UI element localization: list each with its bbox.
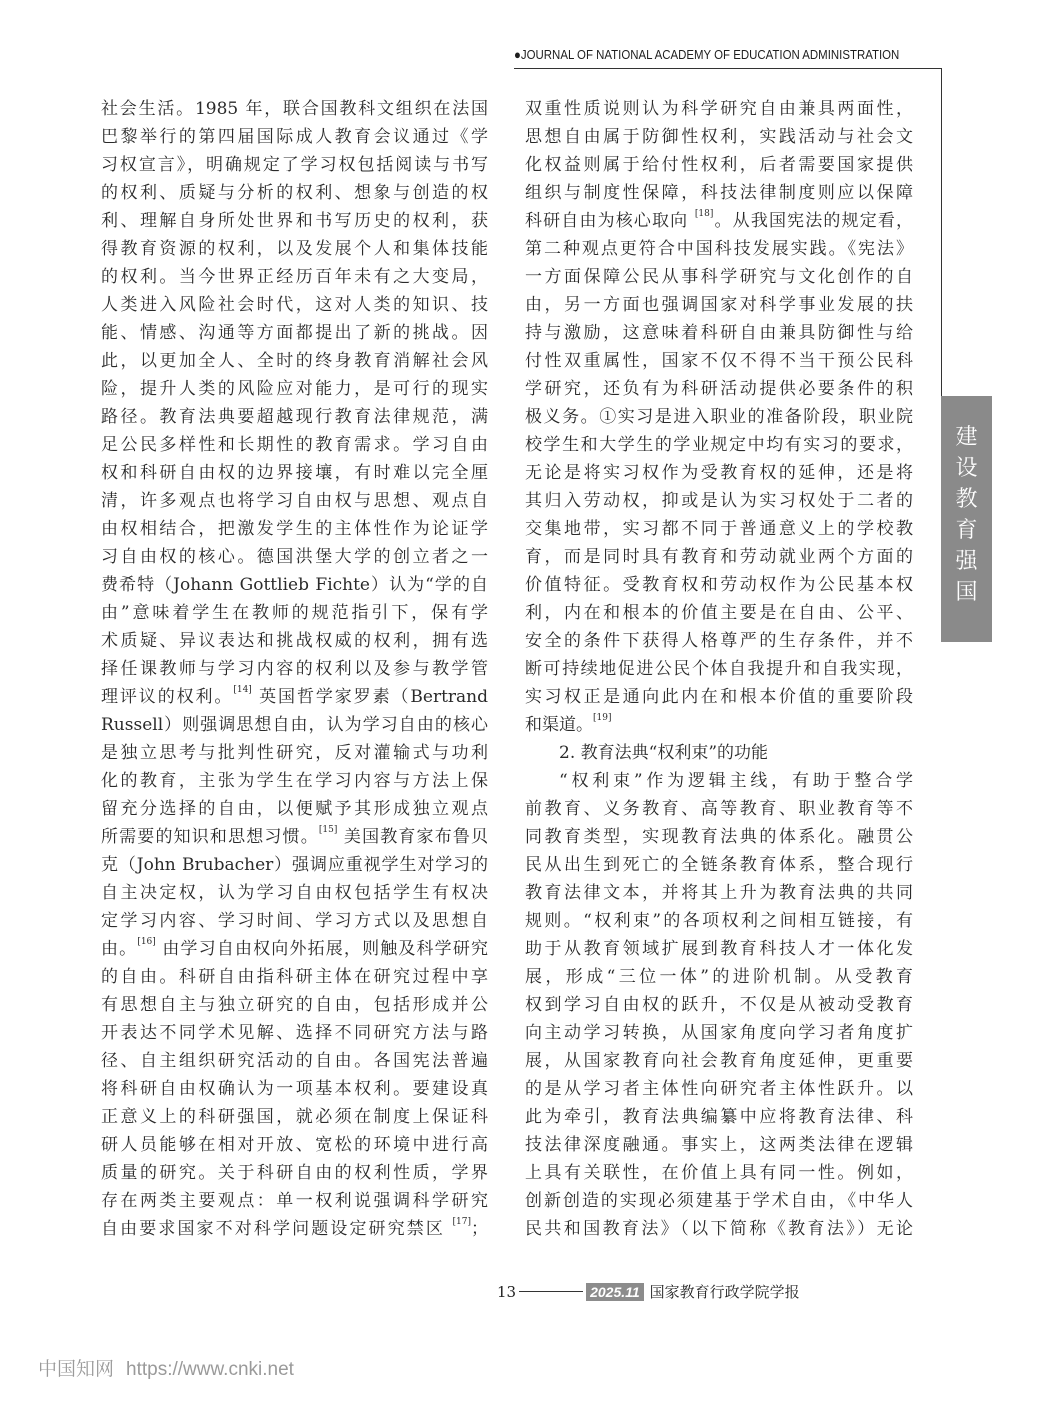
text-line: 校学生和大学生的学业规定中均有实习的要求， bbox=[525, 435, 913, 455]
text-line: 路径。教育法典要超越现行教育法律规范，满 bbox=[101, 407, 488, 427]
text-line: 自由要求国家不对科学问题设定研究禁区 [17]； bbox=[101, 1217, 488, 1239]
text-line: 理评议的权利。[14] 英国哲学家罗素（Bertrand bbox=[101, 685, 488, 707]
citation-ref: [19] bbox=[593, 713, 612, 723]
citation-ref: [16] bbox=[137, 937, 156, 947]
text-line: 由。[16] 由学习自由权向外拓展，则触及科学研究 bbox=[101, 937, 488, 959]
text-line: 研人员能够在相对开放、宽松的环境中进行高 bbox=[101, 1135, 488, 1155]
text-line: 付性双重属性，国家不仅不得不当干预公民科 bbox=[525, 351, 913, 371]
text-line: 的自由。科研自由指科研主体在研究过程中享 bbox=[101, 967, 488, 987]
text-line: 思想自由属于防御性权利，实践活动与社会文 bbox=[525, 127, 913, 147]
text-line: 留充分选择的自由，以便赋予其形成独立观点 bbox=[101, 799, 488, 819]
text-line: 的权利。当今世界正经历百年未有之大变局， bbox=[101, 267, 488, 287]
watermark-url: https://www.cnki.net bbox=[126, 1359, 294, 1380]
text-line: 断可持续地促进公民个体自我提升和自我实现， bbox=[525, 659, 913, 679]
text-line: 双重性质说则认为科学研究自由兼具两面性， bbox=[525, 99, 913, 119]
text-line: 由权相结合，把激发学生的主体性作为论证学 bbox=[101, 519, 488, 539]
text-line: 费希特（Johann Gottlieb Fichte）认为“学的自 bbox=[101, 575, 488, 595]
text-line: 径、自主组织研究活动的自由。各国宪法普遍 bbox=[101, 1051, 488, 1071]
text-line: 克（John Brubacher）强调应重视学生对学习的 bbox=[101, 855, 488, 875]
text-line: 权到学习自由权的跃升，不仅是从被动受教育 bbox=[525, 995, 913, 1015]
text-line: 规则。“权利束”的各项权利之间相互链接，有 bbox=[525, 911, 913, 931]
footer-rule bbox=[519, 1291, 583, 1292]
text-line: 定学习内容、学习时间、学习方式以及思想自 bbox=[101, 911, 488, 931]
header-vertical-rule bbox=[941, 68, 942, 398]
text-line: 有思想自主与独立研究的自由，包括形成并公 bbox=[101, 995, 488, 1015]
text-line: 科研自由为核心取向 [18]。从我国宪法的规定看， bbox=[525, 209, 914, 231]
text-line: 化权益则属于给付性权利，后者需要国家提供 bbox=[525, 155, 913, 175]
text-line: 上具有关联性，在价值上具有同一性。例如， bbox=[525, 1163, 913, 1183]
text-line: 自主决定权，认为学习自由权包括学生有权决 bbox=[101, 883, 488, 903]
text-line: 价值特征。受教育权和劳动权作为公民基本权 bbox=[525, 575, 913, 595]
text-line: 由，另一方面也强调国家对科学事业发展的扶 bbox=[525, 295, 913, 315]
text-line: 展，形成“三位一体”的进阶机制。从受教育 bbox=[525, 967, 913, 987]
text-line: 创新创造的实现必须建基于学术自由，《中华人 bbox=[525, 1191, 913, 1211]
text-line: Russell）则强调思想自由，认为学习自由的核心 bbox=[101, 715, 488, 735]
text-line: 能、情感、沟通等方面都提出了新的挑战。因 bbox=[101, 323, 488, 343]
text-line: 开表达不同学术见解、选择不同研究方法与路 bbox=[101, 1023, 488, 1043]
text-line: 足公民多样性和长期性的教育需求。学习自由 bbox=[101, 435, 488, 455]
text-line: 存在两类主要观点：单一权利说强调科学研究 bbox=[101, 1191, 488, 1211]
text-line: 向主动学习转换，从国家角度向学习者角度扩 bbox=[525, 1023, 913, 1043]
text-line: 安全的条件下获得人格尊严的生存条件，并不 bbox=[525, 631, 913, 651]
text-line: 利，内在和根本的价值主要是在自由、公平、 bbox=[525, 603, 913, 623]
page-footer bbox=[497, 1281, 800, 1302]
text-line: 将科研自由权确认为一项基本权利。要建设真 bbox=[101, 1079, 488, 1099]
text-line: 社会生活。1985 年，联合国教科文组织在法国 bbox=[101, 99, 488, 119]
text-line: 前教育、义务教育、高等教育、职业教育等不 bbox=[525, 799, 913, 819]
text-line: 质量的研究。关于科研自由的权利性质，学界 bbox=[101, 1163, 488, 1183]
text-line: 极义务。①实习是进入职业的准备阶段，职业院 bbox=[525, 407, 913, 427]
side-tab-char: 设 bbox=[955, 456, 978, 481]
side-tab-char: 强 bbox=[955, 549, 978, 574]
side-tab-char: 育 bbox=[955, 518, 978, 543]
text-line: 一方面保障公民从事科学研究与文化创作的自 bbox=[525, 267, 913, 287]
issue-badge: 2025.11 bbox=[586, 1283, 644, 1301]
text-line: 持与激励，这意味着科研自由兼具防御性与给 bbox=[525, 323, 913, 343]
text-line: 和渠道。[19] bbox=[525, 713, 612, 735]
journal-name-cn: 国家教育行政学院学报 bbox=[649, 1283, 800, 1301]
text-line: 技法律深度融通。事实上，这两类法律在逻辑 bbox=[525, 1135, 913, 1155]
header-rule bbox=[514, 68, 942, 69]
text-line: 习自由权的核心。德国洪堡大学的创立者之一 bbox=[101, 547, 488, 567]
text-line: 此，以更加全人、全时的终身教育消解社会风 bbox=[101, 351, 488, 371]
section-heading: 2. 教育法典“权利束”的功能 bbox=[559, 743, 769, 763]
watermark-brand: 中国知网 bbox=[38, 1358, 115, 1380]
section-side-tab bbox=[941, 396, 992, 642]
citation-ref: [14] bbox=[233, 685, 252, 695]
text-line: 实习权正是通向此内在和根本价值的重要阶段 bbox=[525, 687, 913, 707]
text-line: 所需要的知识和思想习惯。[15] 美国教育家布鲁贝 bbox=[101, 825, 489, 847]
citation-ref: [17] bbox=[452, 1217, 471, 1227]
text-line: “权利束”作为逻辑主线，有助于整合学 bbox=[559, 771, 913, 791]
right-column bbox=[525, 95, 913, 1243]
text-line: 得教育资源的权利，以及发展个人和集体技能 bbox=[101, 239, 488, 259]
text-line: 教育法律文本，并将其上升为教育法典的共同 bbox=[525, 883, 913, 903]
text-line: 助于从教育领域扩展到教育科技人才一体化发 bbox=[525, 939, 913, 959]
text-line: 择任课教师与学习内容的权利以及参与教学管 bbox=[101, 659, 488, 679]
text-line: 巴黎举行的第四届国际成人教育会议通过《学 bbox=[101, 127, 488, 147]
left-column bbox=[101, 95, 488, 1243]
text-line: 交集地带，实习都不同于普通意义上的学校教 bbox=[525, 519, 913, 539]
text-line: 第二种观点更符合中国科技发展实践。《宪法》 bbox=[525, 239, 913, 259]
text-line: 利、理解自身所处世界和书写历史的权利，获 bbox=[101, 211, 488, 231]
page-number: 13 bbox=[497, 1282, 517, 1301]
text-line: 由”意味着学生在教师的规范指引下，保有学 bbox=[101, 603, 488, 623]
text-line: 是独立思考与批判性研究，反对灌输式与功利 bbox=[101, 743, 488, 763]
citation-ref: [18] bbox=[694, 209, 714, 219]
text-line: 正意义上的科研强国，就必须在制度上保证科 bbox=[101, 1107, 488, 1127]
text-line: 学研究，还负有为科研活动提供必要条件的积 bbox=[525, 379, 913, 399]
journal-header: ●JOURNAL OF NATIONAL ACADEMY OF EDUCATION ADMINISTRATION bbox=[514, 47, 900, 62]
side-tab-char: 国 bbox=[955, 580, 978, 605]
text-line: 无论是将实习权作为受教育权的延伸，还是将 bbox=[525, 463, 913, 483]
text-line: 此为牵引，教育法典编纂中应将教育法律、科 bbox=[525, 1107, 913, 1127]
citation-ref: [15] bbox=[318, 825, 338, 835]
text-line: 民共和国教育法》（以下简称《教育法》）无论 bbox=[525, 1219, 913, 1239]
text-line: 其归入劳动权，抑或是认为实习权处于二者的 bbox=[525, 491, 913, 511]
text-line: 化的教育，主张为学生在学习内容与方法上保 bbox=[101, 771, 488, 791]
text-line: 同教育类型，实现教育法典的体系化。融贯公 bbox=[525, 827, 913, 847]
side-tab-char: 建 bbox=[955, 425, 978, 450]
text-line: 展，从国家教育向社会教育角度延伸，更重要 bbox=[525, 1051, 913, 1071]
text-line: 术质疑、异议表达和挑战权威的权利，拥有选 bbox=[101, 631, 488, 651]
text-line: 险，提升人类的风险应对能力，是可行的现实 bbox=[101, 379, 488, 399]
cnki-watermark bbox=[38, 1354, 294, 1381]
text-line: 清，许多观点也将学习自由权与思想、观点自 bbox=[101, 491, 488, 511]
text-line: 育，而是同时具有教育和劳动就业两个方面的 bbox=[525, 547, 913, 567]
text-line: 的是从学习者主体性向研究者主体性跃升。以 bbox=[525, 1079, 913, 1099]
text-line: 的权利、质疑与分析的权利、想象与创造的权 bbox=[101, 183, 488, 203]
text-line: 习权宣言》，明确规定了学习权包括阅读与书写 bbox=[101, 155, 488, 175]
text-line: 民从出生到死亡的全链条教育体系，整合现行 bbox=[525, 855, 913, 875]
side-tab-char: 教 bbox=[955, 487, 978, 512]
text-line: 人类进入风险社会时代，这对人类的知识、技 bbox=[101, 295, 488, 315]
text-line: 权和科研自由权的边界接壤，有时难以完全厘 bbox=[101, 463, 488, 483]
text-line: 组织与制度性保障，科技法律制度则应以保障 bbox=[525, 183, 913, 203]
